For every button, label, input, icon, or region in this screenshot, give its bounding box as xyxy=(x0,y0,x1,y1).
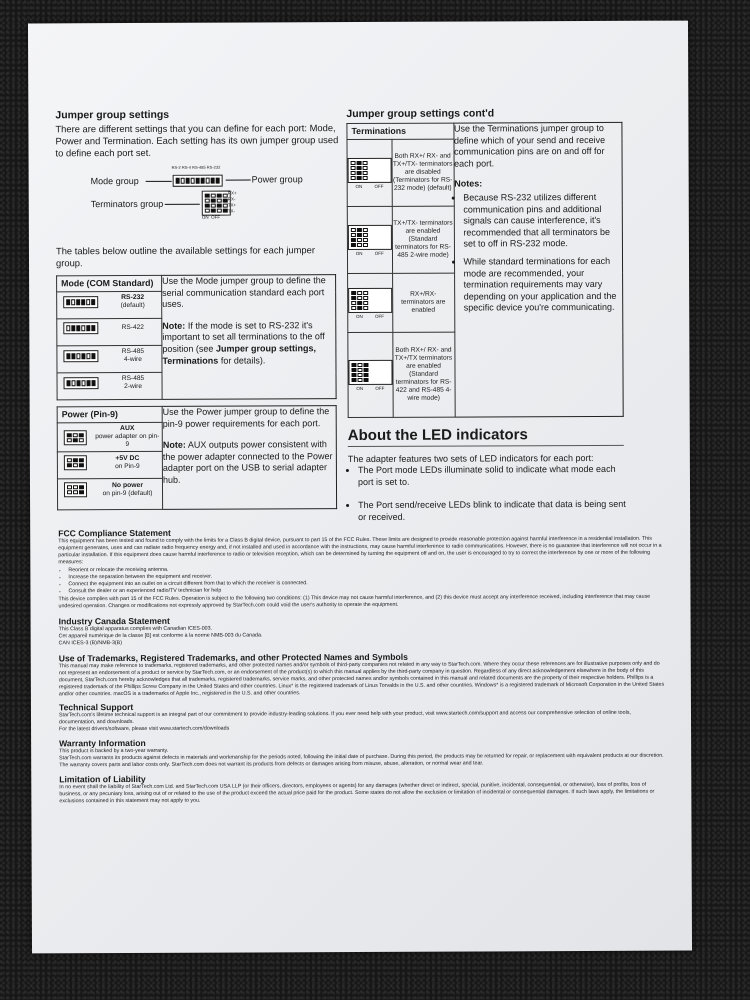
term-pin-labels: RX+ RX- TX+ TX- xyxy=(227,190,237,214)
mode-row-rs422: RS-422 xyxy=(57,318,162,345)
mode-table-header: Mode (COM Standard) xyxy=(57,275,162,291)
ts-title: Technical Support xyxy=(58,701,134,713)
mode-table xyxy=(56,274,337,400)
term-option-text: RX+/RX- terminators are enabled xyxy=(392,273,454,332)
term-jumper-cell: ON OFF xyxy=(347,206,392,273)
fcc-text: This equipment has been tested and found to comply with the limits for a Class B digital device, pursuant to part 15 of the FCC Rules. These limits are designed to provide reasonable protection against harmful interference in a residential installation. This equipment generates, uses and can radiate radio frequency energy and, if not installed and used in accordance with the instructions, may cause harmful interference to radio communications. However, there is no guarantee that interference will not occur in a particular installation. If this equipment does cause harmful interference to radio or television reception, which can be determined by turning the equipment off and on, the user is encouraged to try to correct the interference by one or more of the following measures: xyxy=(58,535,662,566)
term-option-text: Both RX+/ RX- and TX+/TX- terminators are disabled (Terminators for RS-232 mode) (default) xyxy=(392,139,454,206)
fcc-title: FCC Compliance Statement xyxy=(58,527,171,539)
power-desc: Use the Power jumper group to define the pin-9 power requirements for each port. xyxy=(162,406,330,429)
jumper-diagram xyxy=(56,164,340,239)
power-note: Note: AUX outputs power consistent with the power adapter connected to the Power adapter port on the USB to serial adapter hub. xyxy=(162,439,333,485)
jumper-settings-contd-title: Jumper group settings cont'd xyxy=(346,107,495,121)
jumper-icon xyxy=(64,377,99,389)
term-option-text: Both RX+/ RX- and TX+/TX terminators are enabled (Standard terminators for RS-422 and RS-485 4-wire mode) xyxy=(392,332,454,417)
note-item: • While standard terminations for each mode are recommended, your termination requirements may vary depending on your application and the specific device you're communicating. xyxy=(464,256,623,315)
mode-desc-cell xyxy=(162,275,337,400)
fcc-list xyxy=(58,565,666,596)
pin-labels: RS-2 RS-4 RS-485 RS-232 xyxy=(171,164,221,170)
mode-row-rs232: RS-232 (default) xyxy=(57,291,162,318)
ic-line: Cet appareil numérique de la classe [B] est conforme à la norme NMB-003 du Canada. xyxy=(58,632,263,640)
jumper-settings-title: Jumper group settings xyxy=(55,108,170,122)
fcc-text2: This device complies with part 15 of the FCC Rules. Operation is subject to the following two conditions: (1) This device may not cause harmful interference, and (2) this device must accept any interference received, including interference that may cause undesired operation. Changes or modifications not expressly approved by StarTech.com could void the user's authority to operate the equipment. xyxy=(58,593,651,610)
jumper-icon xyxy=(64,430,87,445)
power-group-label: Power group xyxy=(251,174,303,185)
power-row-none: No power on pin-9 (default) xyxy=(57,478,162,509)
ts-text: StarTech.com's lifetime technical support is an integral part of our commitment to provide industry-leading solutions. If you ever need help with your product, visit www.startech.com/support and access our comprehensive selection of online tools, documentation, and downloads. xyxy=(58,709,631,726)
term-jumper-cell: ON OFF xyxy=(347,139,392,206)
led-item: • The Port send/receive LEDs blink to indicate that data is being sent or received. xyxy=(358,499,626,523)
fcc-item: • Increase the separation between the equipment and receiver. xyxy=(68,572,666,582)
jumper-icon xyxy=(64,455,87,470)
led-title-rule xyxy=(348,445,624,447)
term-jumper-cell: ON OFF xyxy=(348,332,393,417)
ic-line: This Class B digital apparatus complies with Canadian ICES-003. xyxy=(58,625,213,633)
fcc-item: • Reorient or relocate the receiving antenna. xyxy=(68,565,666,575)
notes-list xyxy=(454,192,622,315)
manual-page xyxy=(28,21,692,954)
mode-leader-line xyxy=(146,181,172,182)
wi-title: Warranty Information xyxy=(59,737,146,749)
led-item: • The Port mode LEDs illuminate solid to indicate what mode each port is set to. xyxy=(358,464,626,488)
jumper-icon xyxy=(64,482,87,497)
wi-text2: StarTech.com warrants its products against defects in materials and workmanship for the periods noted, following the initial date of purchase. During this period, the products may be returned for repair, or replacement with equivalent products at our discretion. The warranty covers parts and labor costs only. StarTech.com does not warrant its products from defects or damages arising from misuse, abuse, alteration, or normal wear and tear. xyxy=(59,752,664,769)
left-column xyxy=(55,108,341,510)
terminations-desc-cell xyxy=(453,122,623,417)
mode-row-rs485-2wire: RS-485 2-wire xyxy=(57,372,162,399)
term-option-text: TX+/TX- terminators are enabled (Standard terminators for RS-485 2-wire mode) xyxy=(392,206,454,273)
terminator-jumper-block xyxy=(202,191,231,216)
terminators-group-label: Terminators group xyxy=(90,198,164,210)
power-leader-line xyxy=(226,179,251,180)
right-column xyxy=(346,107,626,530)
notes-title: Notes: xyxy=(454,178,483,189)
ic-line: CAN ICES-3 (B)/NMB-3(B) xyxy=(58,640,122,647)
terminations-header: Terminations xyxy=(347,123,454,139)
mode-desc: Use the Mode jumper group to define the serial communication standard each port uses. xyxy=(162,275,326,310)
term-leader-line xyxy=(165,204,200,205)
mode-jumper-block xyxy=(173,175,223,187)
ic-title: Industry Canada Statement xyxy=(58,615,170,627)
jumper-icon xyxy=(348,225,392,250)
jumper-icon xyxy=(348,288,392,313)
led-list xyxy=(348,464,626,524)
tm-text: This manual may make reference to trademarks, registered trademarks, and other protected names and/or symbols of third-party companies not related in any way to StarTech.com. Where they occur these references are for illustrative purposes only and do not represent an endorsement of a product or service by StarTech.com, or an endorsement of the product(s) to which this manual applies by the third-party company in question. Regardless of any direct acknowledgement elsewhere in the body of this document, StarTech.com hereby acknowledges that all trademarks, registered trademarks, service marks, and other protected names and/or symbols contained in this manual and related documents are the property of their respective holders. Phillips is a registered trademark of the Phillips Screw Company in the United States and other countries. Linux* is the registered trademark of Linus Torvalds in the U.S. and other countries. Windows* is a registered trademark of Microsoft Corporation in the United States and/or other countries. macOS is a trademarks of Apple Inc., registered in the U.S. and other countries. xyxy=(58,660,665,698)
ll-title: Limitation of Liability xyxy=(59,773,146,785)
mode-note: Note: If the mode is set to RS-232 it's important to set all terminations to the off position (see Jumper group settings, Terminations for details). xyxy=(162,319,325,366)
note-item: • Because RS-232 utilizes different communication pins and additional signals can cause interference, it's recommended that all terminators be set to off in RS-232 mode. xyxy=(463,192,622,251)
power-row-aux: AUX power adapter on pin-9 xyxy=(57,422,162,451)
ll-text: In no event shall the liability of StarTech.com Ltd. and StarTech.com USA LLP (or their officers, directors, employees or agents) for any damages (whether direct or indirect, special, punitive, incidental, consequential, or otherwise), loss of profits, loss of business, or any pecuniary loss, arising out of or related to the use of the product exceed the actual price paid for the product. Some states do not allow the exclusion or limitation of incidental or consequential damages. If such laws apply, the limitations or exclusions contained in this statement may not apply to you. xyxy=(59,781,655,805)
jumper-icon xyxy=(63,296,98,308)
mode-group-label: Mode group xyxy=(90,175,139,187)
on-off-labels: ON OFF xyxy=(201,214,221,220)
jumper-icon xyxy=(348,360,392,385)
jumper-icon xyxy=(63,350,98,362)
fcc-item: • Consult the dealer or an experienced radio/TV technician for help xyxy=(68,586,666,596)
led-intro: The adapter features two sets of LED indicators for each port: xyxy=(347,452,594,465)
power-table-header: Power (Pin-9) xyxy=(57,406,162,422)
jumper-settings-intro: There are different settings that you can define for each port: Mode, Power and Termination. Each setting has its own jumper group used to define each port set. xyxy=(55,122,339,159)
term-jumper-cell: ON OFF xyxy=(348,273,393,332)
jumper-icon xyxy=(348,158,392,183)
terminations-desc: Use the Terminations jumper group to define which of your send and receive communication pins are on and off for each port. xyxy=(453,122,606,169)
led-title: About the LED indicators xyxy=(347,426,528,445)
power-table xyxy=(57,405,337,510)
legal-section xyxy=(58,526,667,806)
terminations-table xyxy=(346,122,623,418)
jumper-icon xyxy=(63,322,98,334)
tables-intro: The tables below outline the available settings for each jumper group. xyxy=(55,244,316,269)
ts-text2: For the latest drivers/software, please visit www.startech.com/downloads xyxy=(59,725,230,733)
wi-text: This product is backed by a two-year warranty. xyxy=(59,747,169,755)
power-row-5v: +5V DC on Pin-9 xyxy=(57,451,162,478)
fcc-item: • Connect the equipment into an outlet on a circuit different from that to which the receiver is connected. xyxy=(68,579,666,589)
mode-row-rs485-4wire: RS-485 4-wire xyxy=(57,345,162,372)
tm-title: Use of Trademarks, Registered Trademarks, and other Protected Names and Symbols xyxy=(58,651,408,664)
power-desc-cell xyxy=(162,406,336,510)
